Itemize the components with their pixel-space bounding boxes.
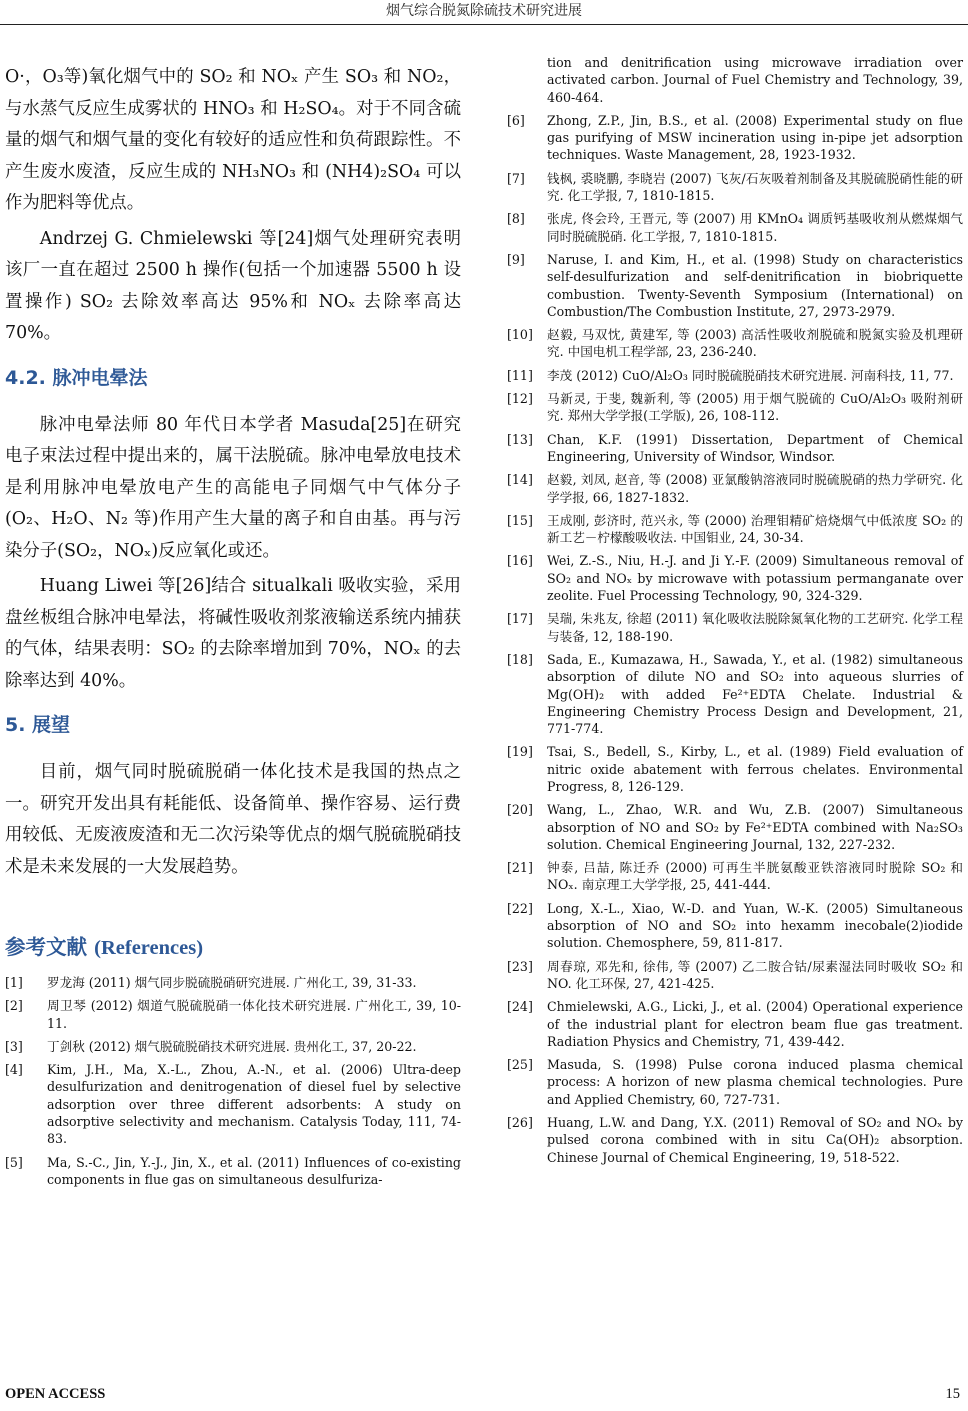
reference-number: [2] — [5, 998, 23, 1014]
reference-text: Chmielewski, A.G., Licki, J., et al. (2004) Operational experience of the industrial plant for electron beam flue gas treatment. Radiation Physics and Chemistry, 71, 439-442. — [547, 999, 963, 1049]
reference-item — [507, 170, 963, 205]
reference-text: 钟泰, 吕喆, 陈迁乔 (2000) 可再生半胱氨酸亚铁溶液同时脱除 SO₂ 和 NOₓ. 南京理工大学学报, 25, 441-444. — [547, 860, 963, 893]
reference-item — [5, 1061, 461, 1147]
reference-item — [507, 651, 963, 737]
paragraph-outlook: 目前，烟气同时脱硫脱硝一体化技术是我国的热点之一。研究开发出具有耗能低、设备简单、操作容易、运行费用较低、无废液废渣和无二次污染等优点的烟气脱硫脱硝技术是未来发展的一大发展趋势。 — [5, 762, 461, 877]
reference-number: [13] — [507, 431, 533, 447]
reference-number: [18] — [507, 651, 533, 667]
reference-text: 赵毅, 马双忱, 黄建军, 等 (2003) 高活性吸收剂脱硫和脱氮实验及机理研究. 中国电机工程学部, 23, 236-240. — [547, 327, 963, 360]
reference-text: 钱枫, 裘晓鹏, 李晓岩 (2007) 飞灰/石灰吸着剂制备及其脱硫脱硝性能的研究. 化工学报, 7, 1810-1815. — [547, 170, 963, 204]
references-heading — [5, 933, 461, 962]
reference-number: [25] — [507, 1057, 533, 1073]
reference-number: [9] — [507, 251, 525, 267]
reference-list-right — [507, 54, 963, 1166]
references-heading-zh: 参考文献 — [5, 935, 87, 959]
reference-number: [6] — [507, 112, 525, 128]
reference-text: 李茂 (2012) CuO/Al₂O₃ 同时脱硫脱硝技术研究进展. 河南科技, 11, 77. — [547, 367, 954, 383]
footer-open-access: OPEN ACCESS — [5, 1386, 106, 1402]
reference-item — [507, 998, 963, 1050]
reference-number: [15] — [507, 512, 533, 528]
reference-number: [17] — [507, 611, 533, 627]
reference-item — [507, 801, 963, 853]
reference-text: 吴瑞, 朱兆友, 徐超 (2011) 氧化吸收法脱除氮氧化物的工艺研究. 化学工程与装备, 12, 188-190. — [547, 611, 963, 644]
reference-text: 周春琼, 邓先和, 徐伟, 等 (2007) 乙二胺合钴/尿素湿法同时吸收 SO₂ 和 NO. 化工环保, 27, 421-425. — [547, 958, 963, 991]
reference-item — [5, 974, 461, 991]
reference-number: [5] — [5, 1154, 23, 1170]
reference-text: Chan, K.F. (1991) Dissertation, Department of Chemical Engineering, University of Windsor, Windsor. — [547, 431, 963, 464]
reference-text: 赵毅, 刘凤, 赵音, 等 (2008) 亚氯酸钠溶液同时脱硫脱硝的热力学研究. 化学学报, 66, 1827-1832. — [547, 472, 963, 505]
reference-item — [507, 900, 963, 952]
reference-text: Naruse, I. and Kim, H., et al. (1998) Study on characteristics self-desulfurization and self-denitrification in biobriquette combustion. Twenty-Seventh Symposium (International) on Combustion/The Combustion Institute, 27, 2973-2979. — [547, 251, 963, 319]
left-column — [5, 62, 461, 1194]
paragraph-pulse-corona: 脉冲电晕法师 80 年代日本学者 Masuda[25]在研究电子束法过程中提出来的，属干法脱硫。脉冲电晕放电技术是利用脉冲电晕放电产生的高能电子同烟气中气体分子(O₂、H₂O、N₂ 等)作用产生大量的离子和自由基。再与污染分子(SO₂，NOₓ)反应氧化或还。 — [5, 414, 461, 561]
reference-text: Long, X.-L., Xiao, W.-D. and Yuan, W.-K. (2005) Simultaneous absorption of NO and SO₂ into hexamm inecobale(2)iodide solution. Chemosphere, 59, 811-817. — [547, 900, 963, 951]
reference-number: [23] — [507, 958, 533, 974]
reference-item — [507, 54, 963, 106]
reference-number: [21] — [507, 860, 533, 876]
reference-item — [507, 326, 963, 361]
reference-text: Sada, E., Kumazawa, H., Sawada, Y., et al. (1982) simultaneous absorption of dilute NO and SO₂ into aqueous slurries of Mg(OH)₂ with added Fe²⁺EDTA Chelate. Industrial & Engineering Chemistry Process Design and Development, 21, 771-774. — [547, 651, 963, 737]
reference-text: 王成刚, 彭济时, 范兴永, 等 (2000) 治理钼精矿焙烧烟气中低浓度 SO₂ 的新工艺－柠檬酸吸收法. 中国钼业, 24, 30-34. — [547, 512, 963, 546]
reference-item — [507, 859, 963, 894]
reference-item — [507, 610, 963, 645]
right-column — [507, 54, 963, 1172]
reference-text: 马新灵, 于斐, 魏新利, 等 (2005) 用于烟气脱硫的 CuO/Al₂O₃ 吸附剂研究. 郑州大学学报(工学版), 26, 108-112. — [547, 391, 963, 424]
reference-item — [507, 552, 963, 604]
reference-text: 丁剑秋 (2012) 烟气脱硫脱硝技术研究进展. 贵州化工, 37, 20-22. — [47, 1038, 417, 1054]
reference-number: [11] — [507, 367, 533, 383]
reference-item — [5, 1038, 461, 1055]
reference-number: [24] — [507, 999, 533, 1015]
reference-number: [3] — [5, 1038, 23, 1054]
reference-item — [507, 251, 963, 320]
reference-item — [5, 997, 461, 1032]
reference-text: 罗龙海 (2011) 烟气同步脱硫脱硝研究进展. 广州化工, 39, 31-33. — [47, 975, 417, 990]
paragraph-chmielewski: Andrzej G. Chmielewski 等[24]烟气处理研究表明该厂一直在超过 2500 h 操作(包括一个加速器 5500 h 设置操作) SO₂ 去除效率高达 95%和 NOₓ 去除率高达 70%。 — [5, 228, 461, 343]
reference-text: Wang, L., Zhao, W.R. and Wu, Z.B. (2007) Simultaneous absorption of NO and SO₂ by Fe²⁺EDTA combined with Na₂SO₃ solution. Chemical Engineering Journal, 132, 227-232. — [547, 802, 963, 852]
reference-item — [507, 367, 963, 384]
reference-number: [8] — [507, 211, 525, 227]
reference-item — [507, 512, 963, 547]
reference-item — [507, 390, 963, 425]
reference-item — [507, 1114, 963, 1166]
reference-number: [16] — [507, 553, 533, 569]
reference-list-left — [5, 974, 461, 1188]
reference-number: [4] — [5, 1062, 23, 1078]
reference-number: [22] — [507, 900, 533, 916]
section-heading-4-2: 4.2. 脉冲电晕法 — [5, 366, 148, 389]
paragraph-huang: Huang Liwei 等[26]结合 situalkali 吸收实验，采用盘丝板组合脉冲电晕法，将碱性吸收剂浆液输送系统内捕获的气体，结果表明：SO₂ 的去除率增加到 70%，NOₓ 的去除率达到 40%。 — [5, 576, 461, 691]
reference-text: Ma, S.-C., Jin, Y.-J., Jin, X., et al. (2011) Influences of co-existing components in flue gas on simultaneous desulfuriza- — [47, 1154, 461, 1187]
reference-number: [14] — [507, 472, 533, 488]
reference-number: [20] — [507, 802, 533, 818]
reference-item — [507, 431, 963, 466]
reference-number: [1] — [5, 975, 23, 990]
reference-item — [507, 743, 963, 795]
reference-number: [19] — [507, 744, 533, 760]
reference-item — [507, 958, 963, 993]
running-title: 烟气综合脱氮除硫技术研究进展 — [386, 3, 582, 19]
reference-number: [26] — [507, 1115, 533, 1131]
section-heading-5: 5. 展望 — [5, 714, 71, 736]
reference-text: Kim, J.H., Ma, X.-L., Zhou, A.-N., et al. (2006) Ultra-deep desulfurization and denitrogenation of diesel fuel by selective adsorption over three different adsorbents: A study on adsorptive selectivity and mechanism. Catalysis Today, 111, 74-83. — [47, 1062, 461, 1147]
reference-item — [507, 210, 963, 245]
reference-text: Zhong, Z.P., Jin, B.S., et al. (2008) Experimental study on flue gas purifying of MSW incineration using in-pipe jet adsorption techniques. Waste Management, 28, 1923-1932. — [547, 112, 963, 163]
footer-page-number: 15 — [945, 1386, 960, 1402]
reference-text: Wei, Z.-S., Niu, H.-J. and Ji Y.-F. (2009) Simultaneous removal of SO₂ and NOₓ by microwave with potassium permanganate over zeolite. Fuel Processing Technology, 90, 324-329. — [547, 553, 963, 604]
reference-text: Tsai, S., Bedell, S., Kirby, L., et al. (1989) Field evaluation of nitric oxide abatement with ferrous chelates. Environmental Progress, 8, 126-129. — [547, 744, 963, 794]
reference-text: Masuda, S. (1998) Pulse corona induced plasma chemical process: A horizon of new plasma chemical technologies. Pure and Applied Chemistry, 60, 727-731. — [547, 1057, 963, 1107]
reference-text: 周卫琴 (2012) 烟道气脱硫脱硝一体化技术研究进展. 广州化工, 39, 10-11. — [47, 998, 461, 1031]
reference-text: 张虎, 佟会玲, 王晋元, 等 (2007) 用 KMnO₄ 调质钙基吸收剂从燃煤烟气同时脱硫脱硝. 化工学报, 7, 1810-1815. — [547, 211, 963, 244]
page-header — [0, 0, 968, 25]
reference-number: [7] — [507, 170, 525, 186]
reference-number: [10] — [507, 327, 533, 343]
reference-item — [507, 471, 963, 506]
paragraph-oxidation: O·，O₃等)氧化烟气中的 SO₂ 和 NOₓ 产生 SO₃ 和 NO₂，与水蒸气反应生成雾状的 HNO₃ 和 H₂SO₄。对于不同含硫量的烟气和烟气量的变化有较好的适应性和负荷跟踪性。不产生废水废渣，反应生成的 NH₃NO₃ 和 (NH4)₂SO₄ 可以作为肥料等优点。 — [5, 67, 461, 213]
reference-number — [507, 54, 547, 106]
reference-item — [507, 1056, 963, 1108]
reference-text: tion and denitrification using microwave irradiation over activated carbon. Journal of Fuel Chemistry and Technology, 39, 460-464. — [547, 55, 963, 105]
reference-number: [12] — [507, 391, 533, 407]
reference-item — [5, 1154, 461, 1189]
reference-item — [507, 112, 963, 164]
references-heading-en: (References) — [94, 937, 204, 959]
reference-text: Huang, L.W. and Dang, Y.X. (2011) Removal of SO₂ and NOₓ by pulsed corona combined with in situ Ca(OH)₂ absorption. Chinese Journal of Chemical Engineering, 19, 518-522. — [547, 1115, 963, 1165]
